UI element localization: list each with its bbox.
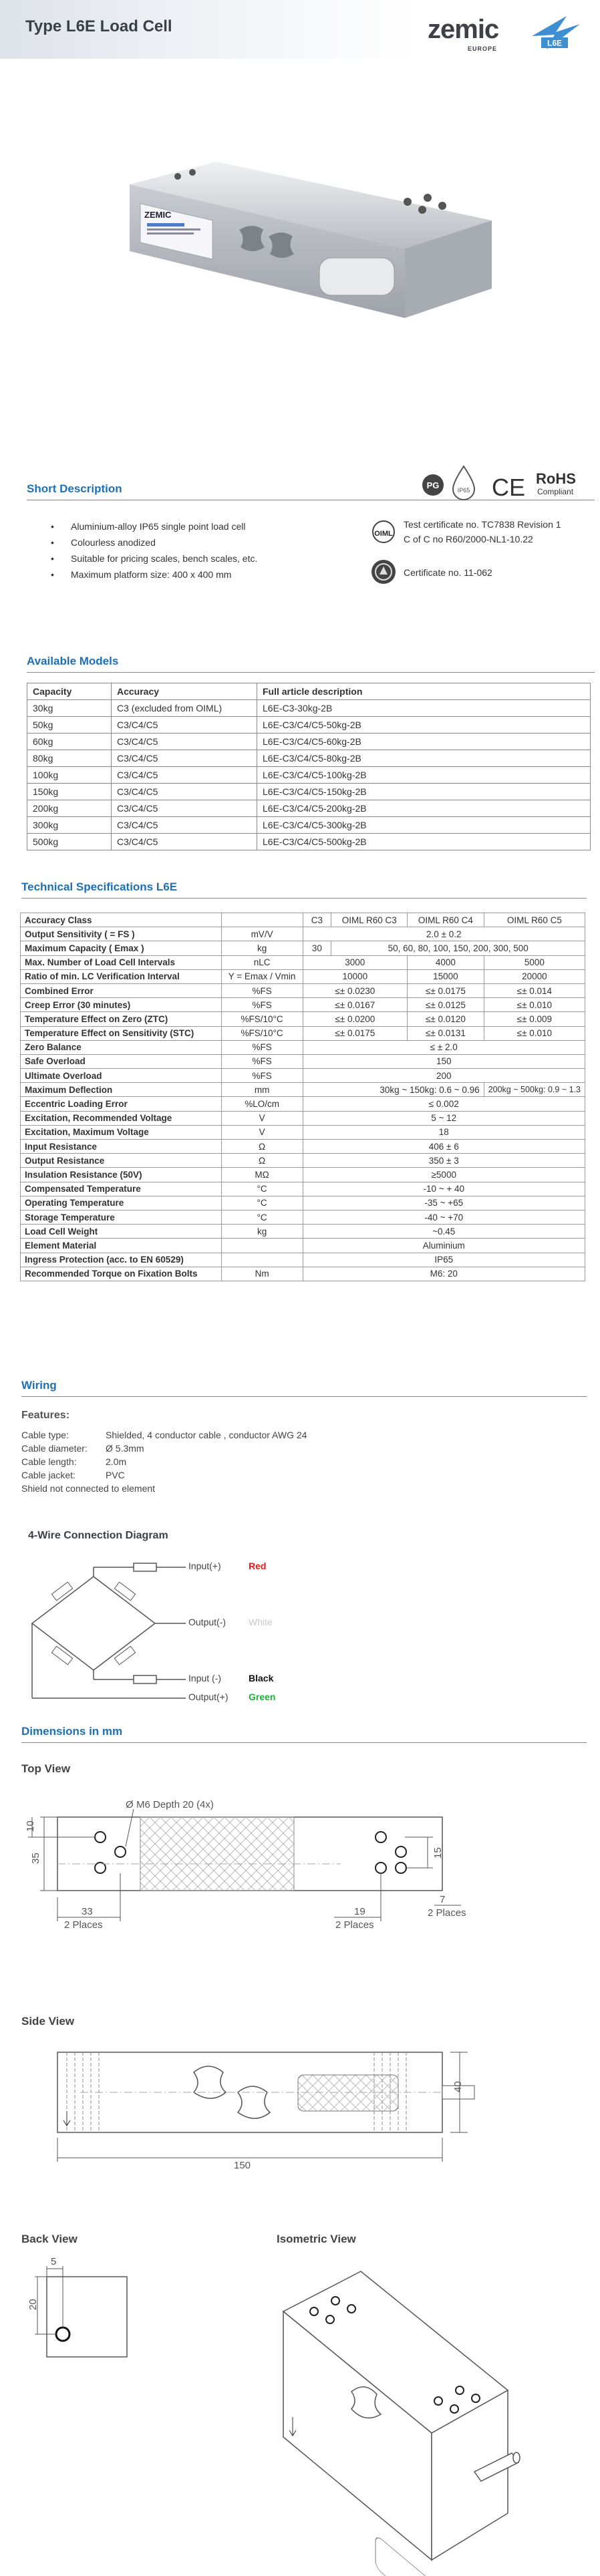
cell: 150kg xyxy=(27,784,112,800)
back-view-drawing xyxy=(20,2256,140,2382)
section-divider xyxy=(21,898,587,899)
spec-value: ≤± 0.009 xyxy=(484,1012,585,1026)
spec-value: ≤± 0.010 xyxy=(484,998,585,1012)
table-row xyxy=(21,1097,585,1111)
spec-unit: nLC xyxy=(221,955,303,969)
feature-value: PVC xyxy=(106,1470,125,1480)
features-heading: Features: xyxy=(21,1410,70,1421)
oiml-cert-line1: Test certificate no. TC7838 Revision 1 xyxy=(404,519,561,530)
table-row xyxy=(27,750,591,767)
dim-150: 150 xyxy=(234,2160,251,2171)
cell: C3/C4/C5 xyxy=(112,784,257,800)
table-row xyxy=(21,1182,585,1196)
spec-label: Recommended Torque on Fixation Bolts xyxy=(21,1267,222,1281)
wire-label: Input(+) xyxy=(188,1561,221,1571)
two-places-label: 2 Places xyxy=(64,1919,103,1931)
spec-value: ≤± 0.0125 xyxy=(408,998,484,1012)
spec-label: Ingress Protection (acc. to EN 60529) xyxy=(21,1253,222,1267)
svg-text:PG: PG xyxy=(426,480,440,490)
cell: 100kg xyxy=(27,767,112,784)
spec-value: 350 ± 3 xyxy=(303,1154,585,1168)
table-row xyxy=(21,1026,585,1040)
dim-15: 15 xyxy=(432,1847,444,1859)
cell: 200kg xyxy=(27,800,112,817)
cell: 80kg xyxy=(27,750,112,767)
spec-value: 5000 xyxy=(484,955,585,969)
oiml-cert-line2: C of C no R60/2000-NL1-10.22 xyxy=(404,534,533,544)
dim-40: 40 xyxy=(452,2081,464,2092)
table-row xyxy=(21,969,585,983)
spec-unit: °C xyxy=(221,1210,303,1224)
spec-value: ≤± 0.0167 xyxy=(303,998,408,1012)
spec-value: OIML R60 C5 xyxy=(484,913,585,927)
spec-unit: °C xyxy=(221,1196,303,1210)
spec-value: 3000 xyxy=(303,955,408,969)
spec-value: 4000 xyxy=(408,955,484,969)
spec-value: -40 ~ +70 xyxy=(303,1210,585,1224)
section-divider xyxy=(21,1396,587,1397)
cell: C3 (excluded from OIML) xyxy=(112,700,257,717)
spec-label: Safe Overload xyxy=(21,1054,222,1068)
shield-note: Shield not connected to element xyxy=(21,1483,156,1494)
spec-value: 30 xyxy=(303,941,331,955)
wire-label: Output(+) xyxy=(188,1692,229,1702)
spec-value: 18 xyxy=(303,1125,585,1139)
table-row xyxy=(21,1140,585,1154)
wiring-heading: Wiring xyxy=(21,1379,57,1392)
spec-unit: Nm xyxy=(221,1267,303,1281)
spec-value: ≤ 0.002 xyxy=(303,1097,585,1111)
feature-value: Shielded, 4 conductor cable , conductor AWG 24 xyxy=(106,1430,307,1440)
cable-length xyxy=(21,1456,126,1467)
logo-badge: L6E xyxy=(547,38,563,48)
spec-label: Output Resistance xyxy=(21,1154,222,1168)
cell: L6E-C3/C4/C5-150kg-2B xyxy=(257,784,591,800)
spec-label: Maximum Deflection xyxy=(21,1083,222,1097)
diameter-symbol: Ø xyxy=(126,1799,134,1810)
column-header: Capacity xyxy=(27,683,112,700)
cell: L6E-C3/C4/C5-60kg-2B xyxy=(257,734,591,750)
logo-mark-icon xyxy=(527,12,583,52)
spec-value: 200kg ~ 500kg: 0.9 ~ 1.3 xyxy=(484,1083,585,1097)
cell: C3/C4/C5 xyxy=(112,750,257,767)
isometric-view-drawing xyxy=(274,2258,595,2572)
table-row xyxy=(21,983,585,997)
spec-value: ≥5000 xyxy=(303,1168,585,1182)
nmi-icon xyxy=(370,558,397,585)
back-view-heading: Back View xyxy=(21,2233,78,2245)
nmi-cert: Certificate no. 11-062 xyxy=(404,567,492,578)
table-row xyxy=(27,834,591,850)
ip-label: IP65 xyxy=(457,487,470,494)
spec-value: ≤± 0.0200 xyxy=(303,1012,408,1026)
table-row xyxy=(21,955,585,969)
spec-unit: Y = Emax / Vmin xyxy=(221,969,303,983)
feature-value: Ø 5.3mm xyxy=(106,1443,144,1454)
spec-label: Creep Error (30 minutes) xyxy=(21,998,222,1012)
spec-value: IP65 xyxy=(303,1253,585,1267)
spec-value: ≤± 0.0230 xyxy=(303,983,408,997)
dim-35: 35 xyxy=(30,1853,41,1864)
table-row xyxy=(21,927,585,941)
cell: 60kg xyxy=(27,734,112,750)
spec-label: Excitation, Maximum Voltage xyxy=(21,1125,222,1139)
spec-value: 200 xyxy=(303,1069,585,1083)
spec-label: Ratio of min. LC Verification Interval xyxy=(21,969,222,983)
feature-key: Cable jacket: xyxy=(21,1470,76,1480)
spec-label: Temperature Effect on Sensitivity (STC) xyxy=(21,1026,222,1040)
table-row xyxy=(27,817,591,834)
section-divider xyxy=(27,672,595,673)
tech-specs-heading: Technical Specifications L6E xyxy=(21,880,178,893)
column-header: Accuracy xyxy=(112,683,257,700)
table-row xyxy=(21,1210,585,1224)
table-row xyxy=(21,1267,585,1281)
section-divider xyxy=(21,1742,587,1743)
list-item: • Colourless anodized xyxy=(51,534,257,550)
side-view-drawing xyxy=(40,2038,521,2171)
spec-label: Excitation, Recommended Voltage xyxy=(21,1111,222,1125)
table-row xyxy=(21,1168,585,1182)
oiml-label: OIML xyxy=(374,530,393,538)
spec-unit: %FS xyxy=(221,983,303,997)
spec-unit xyxy=(221,1253,303,1267)
spec-value: 20000 xyxy=(484,969,585,983)
cell: 300kg xyxy=(27,817,112,834)
wire-color: White xyxy=(249,1617,273,1627)
page-header xyxy=(0,0,600,59)
logo-sub: EUROPE xyxy=(468,45,498,52)
cell: L6E-C3/C4/C5-500kg-2B xyxy=(257,834,591,850)
spec-value: ≤± 0.0131 xyxy=(408,1026,484,1040)
spec-value: 150 xyxy=(303,1054,585,1068)
spec-value: 50, 60, 80, 100, 150, 200, 300, 500 xyxy=(331,941,585,955)
spec-label: Element Material xyxy=(21,1239,222,1253)
table-row xyxy=(27,717,591,734)
spec-unit: %FS xyxy=(221,1054,303,1068)
spec-value: -35 ~ +65 xyxy=(303,1196,585,1210)
feature-value: 2.0m xyxy=(106,1456,127,1467)
dim-7: 7 xyxy=(440,1894,446,1905)
cell: C3/C4/C5 xyxy=(112,817,257,834)
spec-unit: mV/V xyxy=(221,927,303,941)
photo-brand: ZEMIC xyxy=(144,210,172,220)
feature-key: Cable length: xyxy=(21,1456,77,1467)
table-row xyxy=(21,1069,585,1083)
table-row xyxy=(21,1012,585,1026)
spec-label: Maximum Capacity ( Emax ) xyxy=(21,941,222,955)
page-title: Type L6E Load Cell xyxy=(25,17,172,35)
spec-label: Combined Error xyxy=(21,983,222,997)
spec-label: Temperature Effect on Zero (ZTC) xyxy=(21,1012,222,1026)
zemic-logo xyxy=(428,12,588,55)
table-row xyxy=(21,1040,585,1054)
cell: L6E-C3/C4/C5-100kg-2B xyxy=(257,767,591,784)
wheatstone-bridge-diagram xyxy=(20,1550,327,1704)
cell: C3/C4/C5 xyxy=(112,767,257,784)
wire-label: Input (-) xyxy=(188,1673,222,1683)
spec-value: M6: 20 xyxy=(303,1267,585,1281)
cable-diameter xyxy=(21,1443,144,1454)
spec-value: ≤± 0.0175 xyxy=(303,1026,408,1040)
cable-type xyxy=(21,1430,307,1440)
spec-unit: %FS/10°C xyxy=(221,1026,303,1040)
spec-value: OIML R60 C4 xyxy=(408,913,484,927)
dim-19: 19 xyxy=(354,1906,365,1917)
column-header: Full article description xyxy=(257,683,591,700)
list-item: • Suitable for pricing scales, bench scales, etc. xyxy=(51,550,257,567)
two-places-label: 2 Places xyxy=(335,1919,374,1931)
spec-label: Storage Temperature xyxy=(21,1210,222,1224)
ip-drop-icon xyxy=(453,466,474,500)
table-row xyxy=(21,1154,585,1168)
spec-value: Aluminium xyxy=(303,1239,585,1253)
table-row xyxy=(27,784,591,800)
wire-color: Green xyxy=(249,1692,276,1702)
side-view-heading: Side View xyxy=(21,2015,75,2028)
feature-bullets xyxy=(51,518,257,583)
spec-unit: V xyxy=(221,1125,303,1139)
top-view-heading: Top View xyxy=(21,1762,71,1775)
spec-unit: Ω xyxy=(221,1140,303,1154)
spec-value: ≤± 0.0120 xyxy=(408,1012,484,1026)
table-row xyxy=(21,1253,585,1267)
table-row xyxy=(21,941,585,955)
spec-value: 30kg ~ 150kg: 0.6 ~ 0.96 xyxy=(303,1083,484,1097)
rohs-mark: RoHS xyxy=(536,470,576,487)
ce-mark: CE xyxy=(492,474,526,501)
cell: 500kg xyxy=(27,834,112,850)
wire-color: Black xyxy=(249,1673,274,1683)
spec-value: OIML R60 C3 xyxy=(331,913,408,927)
cell: L6E-C3/C4/C5-50kg-2B xyxy=(257,717,591,734)
wire-color: Red xyxy=(249,1561,267,1571)
spec-value: ≤± 0.0175 xyxy=(408,983,484,997)
spec-label: Eccentric Loading Error xyxy=(21,1097,222,1111)
spec-label: Accuracy Class xyxy=(21,913,222,927)
spec-value: 15000 xyxy=(408,969,484,983)
spec-unit: V xyxy=(221,1111,303,1125)
spec-unit: %FS xyxy=(221,1040,303,1054)
spec-unit: %LO/cm xyxy=(221,1097,303,1111)
spec-label: Ultimate Overload xyxy=(21,1069,222,1083)
feature-key: Cable diameter: xyxy=(21,1443,88,1454)
list-item: • Aluminium-alloy IP65 single point load cell xyxy=(51,518,257,534)
cell: C3/C4/C5 xyxy=(112,717,257,734)
cable-jacket xyxy=(21,1470,125,1480)
table-row xyxy=(27,800,591,817)
models-table xyxy=(27,683,591,850)
spec-value: ≤± 0.010 xyxy=(484,1026,585,1040)
cell: L6E-C3-30kg-2B xyxy=(257,700,591,717)
top-view-drawing xyxy=(27,1790,494,1931)
table-row xyxy=(21,1111,585,1125)
spec-unit: °C xyxy=(221,1182,303,1196)
spec-label: Load Cell Weight xyxy=(21,1225,222,1239)
isometric-view-heading: Isometric View xyxy=(277,2233,356,2245)
spec-unit: kg xyxy=(221,1225,303,1239)
spec-label: Max. Number of Load Cell Intervals xyxy=(21,955,222,969)
spec-value: ≤± 0.014 xyxy=(484,983,585,997)
spec-value: 10000 xyxy=(303,969,408,983)
cell: C3/C4/C5 xyxy=(112,834,257,850)
spec-unit: %FS/10°C xyxy=(221,1012,303,1026)
cell: C3/C4/C5 xyxy=(112,734,257,750)
spec-unit: Ω xyxy=(221,1154,303,1168)
spec-label: Operating Temperature xyxy=(21,1196,222,1210)
m6-note: M6 Depth 20 (4x) xyxy=(136,1799,214,1810)
spec-unit: MΩ xyxy=(221,1168,303,1182)
spec-unit: %FS xyxy=(221,1069,303,1083)
spec-label: Insulation Resistance (50V) xyxy=(21,1168,222,1182)
certification-logos xyxy=(422,461,595,501)
spec-unit: kg xyxy=(221,941,303,955)
table-row xyxy=(21,1196,585,1210)
dimensions-heading: Dimensions in mm xyxy=(21,1725,123,1738)
table-row xyxy=(21,1239,585,1253)
spec-unit xyxy=(221,1239,303,1253)
available-models-heading: Available Models xyxy=(27,655,119,667)
cell: C3/C4/C5 xyxy=(112,800,257,817)
cell: 30kg xyxy=(27,700,112,717)
wiring-diagram-heading: 4-Wire Connection Diagram xyxy=(28,1530,168,1541)
logo-word: zemic xyxy=(428,15,499,44)
spec-value: ~0.45 xyxy=(303,1225,585,1239)
spec-unit: %FS xyxy=(221,998,303,1012)
dim-33: 33 xyxy=(82,1906,93,1917)
product-photo xyxy=(120,160,494,321)
table-row xyxy=(21,1054,585,1068)
specs-table xyxy=(20,913,585,1281)
cell: L6E-C3/C4/C5-200kg-2B xyxy=(257,800,591,817)
table-row xyxy=(21,1225,585,1239)
spec-value: -10 ~ + 40 xyxy=(303,1182,585,1196)
dim-5: 5 xyxy=(51,2256,57,2267)
spec-unit: mm xyxy=(221,1083,303,1097)
table-row xyxy=(21,998,585,1012)
spec-unit xyxy=(221,913,303,927)
spec-label: Input Resistance xyxy=(21,1140,222,1154)
feature-key: Cable type: xyxy=(21,1430,69,1440)
table-row xyxy=(21,1125,585,1139)
dim-20: 20 xyxy=(27,2299,39,2310)
oiml-icon xyxy=(367,518,400,548)
short-description-heading: Short Description xyxy=(27,482,122,495)
spec-value: C3 xyxy=(303,913,331,927)
spec-label: Output Sensitivity ( = FS ) xyxy=(21,927,222,941)
spec-value: 2.0 ± 0.2 xyxy=(303,927,585,941)
two-places-label: 2 Places xyxy=(428,1907,466,1919)
spec-label: Compensated Temperature xyxy=(21,1182,222,1196)
cell: 50kg xyxy=(27,717,112,734)
list-item: • Maximum platform size: 400 x 400 mm xyxy=(51,567,257,583)
spec-value: 406 ± 6 xyxy=(303,1140,585,1154)
spec-value: 5 ~ 12 xyxy=(303,1111,585,1125)
wire-label: Output(-) xyxy=(188,1617,227,1627)
table-row xyxy=(21,913,585,927)
table-row xyxy=(27,734,591,750)
dim-10: 10 xyxy=(25,1820,36,1832)
cell: L6E-C3/C4/C5-300kg-2B xyxy=(257,817,591,834)
spec-label: Zero Balance xyxy=(21,1040,222,1054)
rohs-sub: Compliant xyxy=(537,487,574,496)
table-row xyxy=(27,700,591,717)
spec-value: ≤ ± 2.0 xyxy=(303,1040,585,1054)
cell: L6E-C3/C4/C5-80kg-2B xyxy=(257,750,591,767)
table-row xyxy=(21,1083,585,1097)
table-row xyxy=(27,767,591,784)
table-header-row xyxy=(27,683,591,700)
